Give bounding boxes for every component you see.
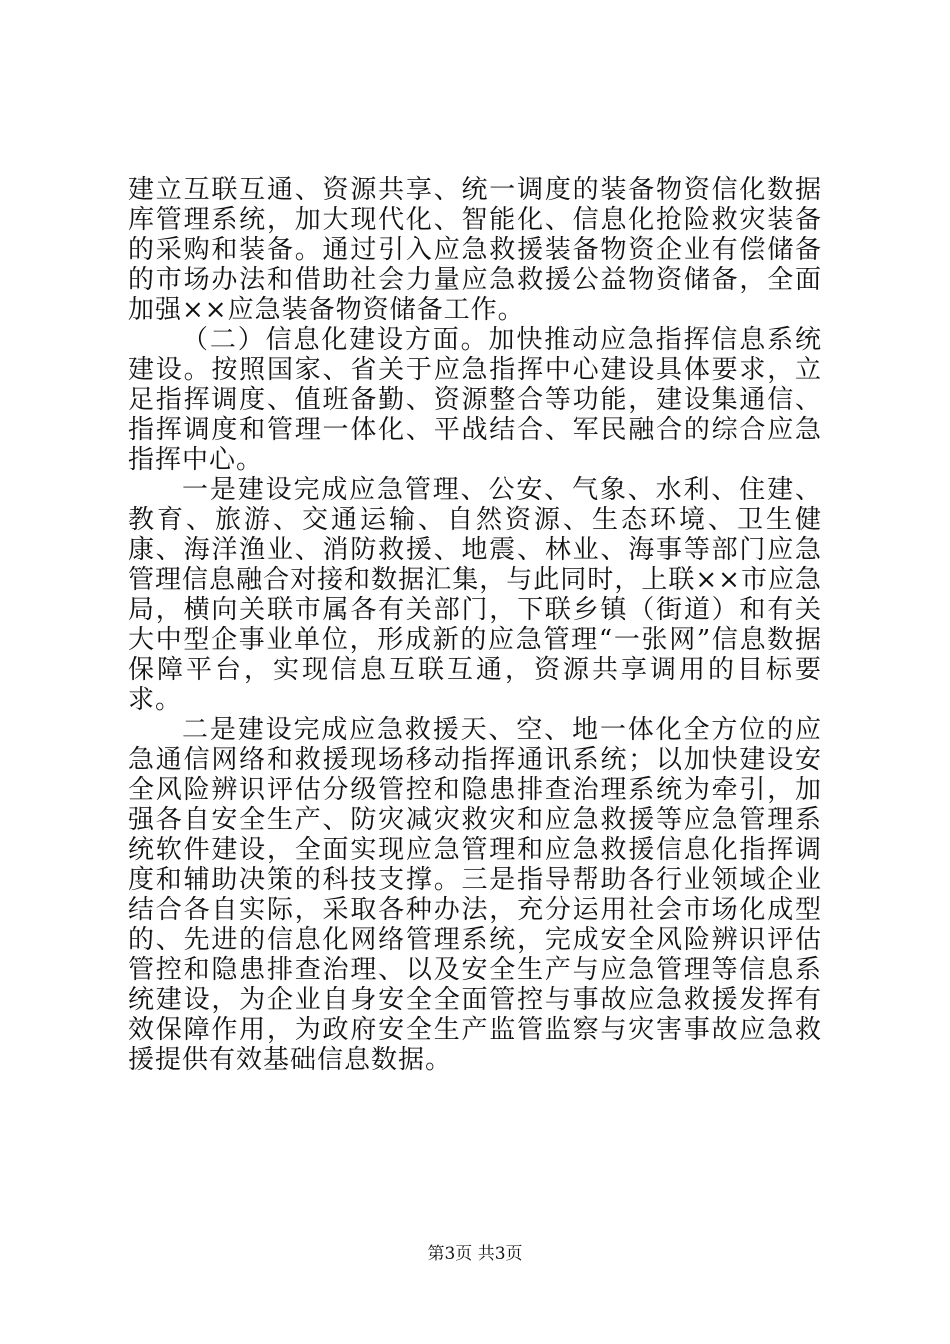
- document-body: [128, 175, 822, 1075]
- page-footer: [0, 1244, 950, 1264]
- paragraph-first-item: 一是建设完成应急管理、公安、气象、水利、住建、教育、旅游、交通运输、自然资源、生态环境、卫生健康、海洋渔业、消防救援、地震、林业、海事等部门应急管理信息融合对接和数据汇集，与此同时，上联××市应急局，横向关联市属各有关部门，下联乡镇（街道）和有关大中型企事业单位，形成新的应急管理“一张网”信息数据保障平台，实现信息互联互通，资源共享调用的目标要求。: [128, 475, 822, 715]
- paragraph-equipment-reserve: 建立互联互通、资源共享、统一调度的装备物资信化数据库管理系统，加大现代化、智能化、信息化抢险救灾装备的采购和装备。通过引入应急救援装备物资企业有偿储备的市场办法和借助社会力量应急救援公益物资储备，全面加强××应急装备物资储备工作。: [128, 175, 822, 325]
- paragraph-second-third-items: 二是建设完成应急救援天、空、地一体化全方位的应急通信网络和救援现场移动指挥通讯系统；以加快建设安全风险辨识评估分级管控和隐患排查治理系统为牵引，加强各自安全生产、防灾减灾救灾和应急救援等应急管理系统软件建设，全面实现应急管理和应急救援信息化指挥调度和辅助决策的科技支撑。三是指导帮助各行业领域企业结合各自实际，采取各种办法，充分运用社会市场化成型的、先进的信息化网络管理系统，完成安全风险辨识评估管控和隐患排查治理、以及安全生产与应急管理等信息系统建设，为企业自身安全全面管控与事故应急救援发挥有效保障作用，为政府安全生产监管监察与灾害事故应急救援提供有效基础信息数据。: [128, 715, 822, 1075]
- page-number-label: 第3页 共3页: [427, 1244, 523, 1264]
- paragraph-informatization: （二）信息化建设方面。加快推动应急指挥信息系统建设。按照国家、省关于应急指挥中心建设具体要求，立足指挥调度、值班备勤、资源整合等功能，建设集通信、指挥调度和管理一体化、平战结合、军民融合的综合应急指挥中心。: [128, 325, 822, 475]
